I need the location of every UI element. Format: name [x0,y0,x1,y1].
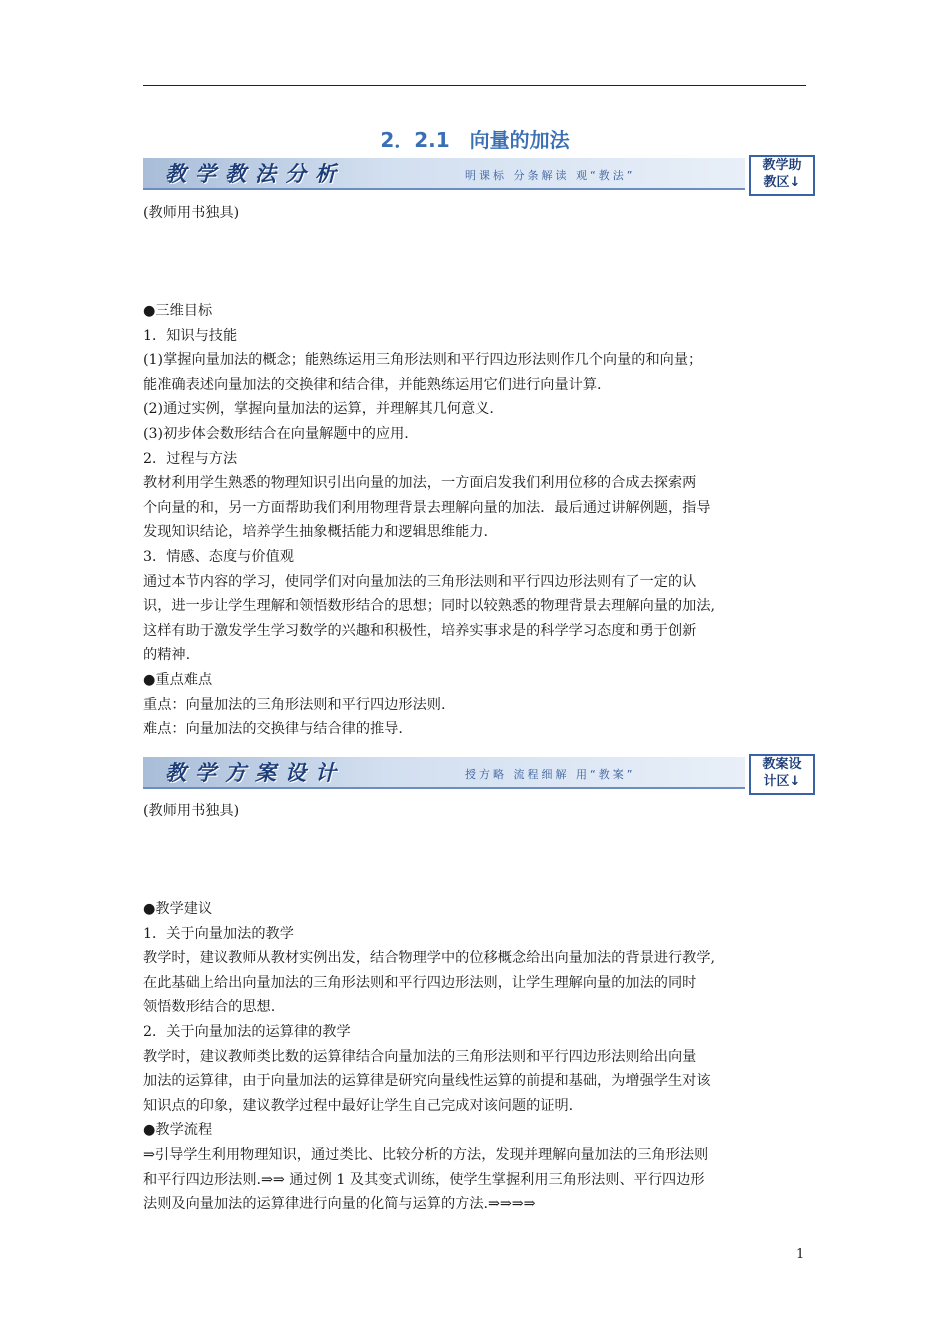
paragraph-line: 能准确表述向量加法的交换律和结合律，并能熟练运用它们进行向量计算. [143,376,602,393]
paragraph-line: 在此基础上给出向量加法的三角形法则和平行四边形法则，让学生理解向量的加法的同时 [143,974,697,991]
paragraph-line: 个向量的和，另一方面帮助我们利用物理背景去理解向量的加法．最后通过讲解例题，指导 [143,499,711,516]
note-text: (教师用书独具) [143,205,240,221]
paragraph-line: 难点：向量加法的交换律与结合律的推导. [143,721,403,738]
paragraph-line: 知识点的印象，建议教学过程中最好让学生自己完成对该问题的证明. [143,1097,574,1114]
paragraph-line: 这样有助于激发学生学习数学的兴趣和积极性，培养实事求是的科学学习态度和勇于创新 [143,622,697,639]
teacher-note-1 [143,201,815,226]
paragraph-line: 和平行四边形法则.⇒⇒ 通过例 1 及其变式训练，使学生掌握利用三角形法则、平行四边形 [143,1171,705,1188]
paragraph-line: 识，进一步让学生理解和领悟数形结合的思想；同时以较熟悉的物理背景去理解向量的加法, [143,598,716,615]
paragraph-line: ●三维目标 [143,303,213,319]
banner-box-line1: 教案设 [762,757,802,772]
paragraph-line: 1．关于向量加法的教学 [143,925,294,942]
paragraph-line: 教材利用学生熟悉的物理知识引出向量的加法，一方面启发我们利用位移的合成去探索两 [143,475,697,492]
paragraph-line: 加法的运算律，由于向量加法的运算律是研究向量线性运算的前提和基础，为增强学生对该 [143,1073,711,1090]
paragraph-line: ●重点难点 [143,671,213,688]
paragraph-line: 领悟数形结合的思想. [143,999,276,1016]
paragraph-line: ●教学建议 [143,901,213,917]
banner-heading: 教学方案设计 [165,760,345,785]
paragraph-line: 法则及向量加法的运算律进行向量的化简与运算的方法.⇒⇒⇒⇒ [143,1196,536,1213]
header-rule [143,85,806,86]
paragraph-line: (1)掌握向量加法的概念；能熟练运用三角形法则和平行四边形法则作几个向量的和向量； [143,352,703,369]
paragraph-line: ●教学流程 [143,1122,213,1139]
banner-teaching-plan [143,753,814,795]
paragraph-line: (2)通过实例，掌握向量加法的运算，并理解其几何意义. [143,401,494,418]
page-title: 2．2.1 向量的加法 [380,128,570,152]
paragraph-line: 发现知识结论，培养学生抽象概括能力和逻辑思维能力. [143,524,489,541]
paragraph-line: 教学时，建议教师类比数的运算律结合向量加法的三角形法则和平行四边形法则给出向量 [143,1048,697,1065]
banner-box-line2: 计区↓ [763,774,801,789]
banner-heading: 教学教法分析 [165,161,345,186]
paragraph-line: 教学时，建议教师从教材实例出发，结合物理学中的位移概念给出向量加法的背景进行教学, [143,950,716,967]
banner-teaching-analysis [143,154,814,196]
paragraph-line: 3．情感、态度与价值观 [143,548,294,565]
paragraph-line: 通过本节内容的学习，使同学们对向量加法的三角形法则和平行四边形法则有了一定的认 [143,573,697,590]
paragraph-line: 重点：向量加法的三角形法则和平行四边形法则. [143,696,446,713]
banner-subheading: 明课标 分条解读 观“教法” [465,169,636,182]
banner-box-line2: 教区↓ [763,175,801,190]
paragraph-line: 的精神. [143,647,191,664]
banner-box [749,155,815,196]
banner-box-line1: 教学助 [762,158,802,173]
banner-box [749,754,815,795]
banner-subheading: 授方略 流程细解 用“教案” [465,768,636,781]
teacher-note-2 [143,799,815,824]
paragraph-line: 2．关于向量加法的运算律的教学 [143,1023,351,1040]
page-number: 1 [796,1247,805,1262]
paragraph-line: ⇒引导学生利用物理知识，通过类比、比较分析的方法，发现并理解向量加法的三角形法则 [143,1146,709,1163]
note-text: (教师用书独具) [143,803,240,819]
section-objectives [143,299,815,742]
paragraph-line: (3)初步体会数形结合在向量解题中的应用. [143,425,409,442]
paragraph-line: 2．过程与方法 [143,450,238,467]
section-suggestions [143,897,815,1217]
paragraph-line: 1．知识与技能 [143,327,238,344]
